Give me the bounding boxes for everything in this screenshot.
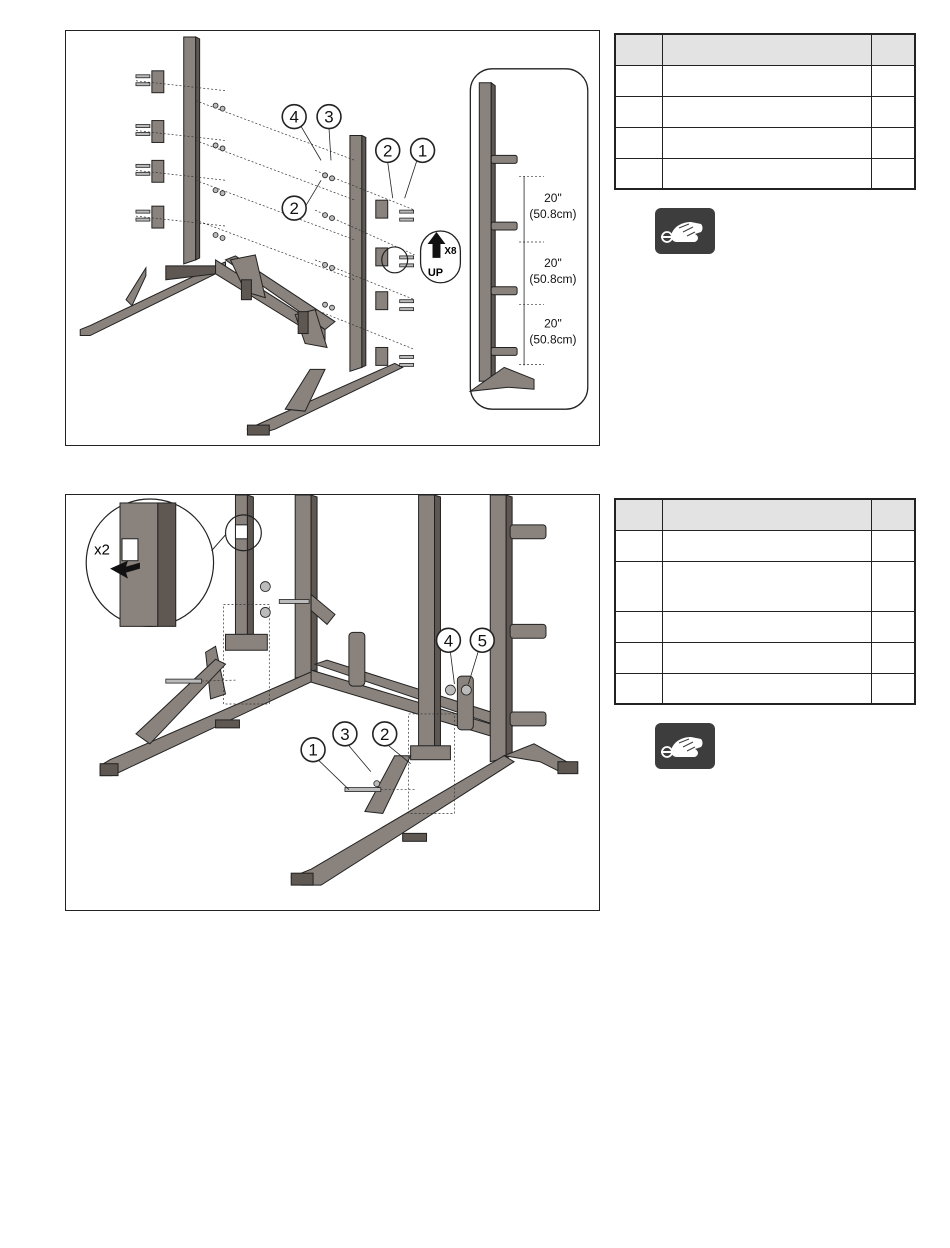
- arrow-qty: X8: [444, 245, 457, 257]
- callout-label: 1: [308, 740, 318, 760]
- dimension-bottom: 20": [544, 316, 562, 331]
- table-row: [615, 65, 915, 96]
- table-row: [615, 530, 915, 561]
- dimension-bottom-metric: (50.8cm): [529, 332, 577, 347]
- callout-label: 3: [340, 724, 350, 744]
- callout-label: 2: [289, 199, 299, 219]
- step1-drawing: [66, 31, 599, 445]
- wrench-hand-icon: [655, 208, 715, 254]
- table-row: [615, 611, 915, 642]
- dimension-top: 20": [544, 191, 562, 206]
- arrow-dir: UP: [427, 266, 444, 279]
- callout-label: 1: [417, 141, 428, 161]
- step1-parts-table: [614, 33, 916, 190]
- callout-label: 4: [443, 631, 454, 651]
- table-header-row: [615, 34, 915, 65]
- dimension-middle-metric: (50.8cm): [529, 271, 577, 286]
- table-row: [615, 96, 915, 127]
- step2-parts-table: [614, 498, 916, 705]
- step2-drawing: [66, 495, 599, 910]
- callout-label: 2: [383, 141, 393, 161]
- table-row: [615, 158, 915, 189]
- callout-label: 3: [324, 107, 334, 127]
- table-row: [615, 561, 915, 611]
- dimension-top-metric: (50.8cm): [529, 207, 577, 222]
- step1-illustration: [65, 30, 600, 446]
- dimension-middle: 20": [544, 255, 562, 270]
- table-header-row: [615, 499, 915, 530]
- qty-label: x2: [94, 541, 110, 559]
- table-row: [615, 127, 915, 158]
- callout-label: 5: [477, 631, 487, 651]
- step2-illustration: [65, 494, 600, 911]
- callout-label: 2: [380, 724, 390, 744]
- table-row: [615, 642, 915, 673]
- callout-label: 4: [289, 107, 299, 127]
- table-row: [615, 673, 915, 704]
- wrench-hand-icon: [655, 723, 715, 769]
